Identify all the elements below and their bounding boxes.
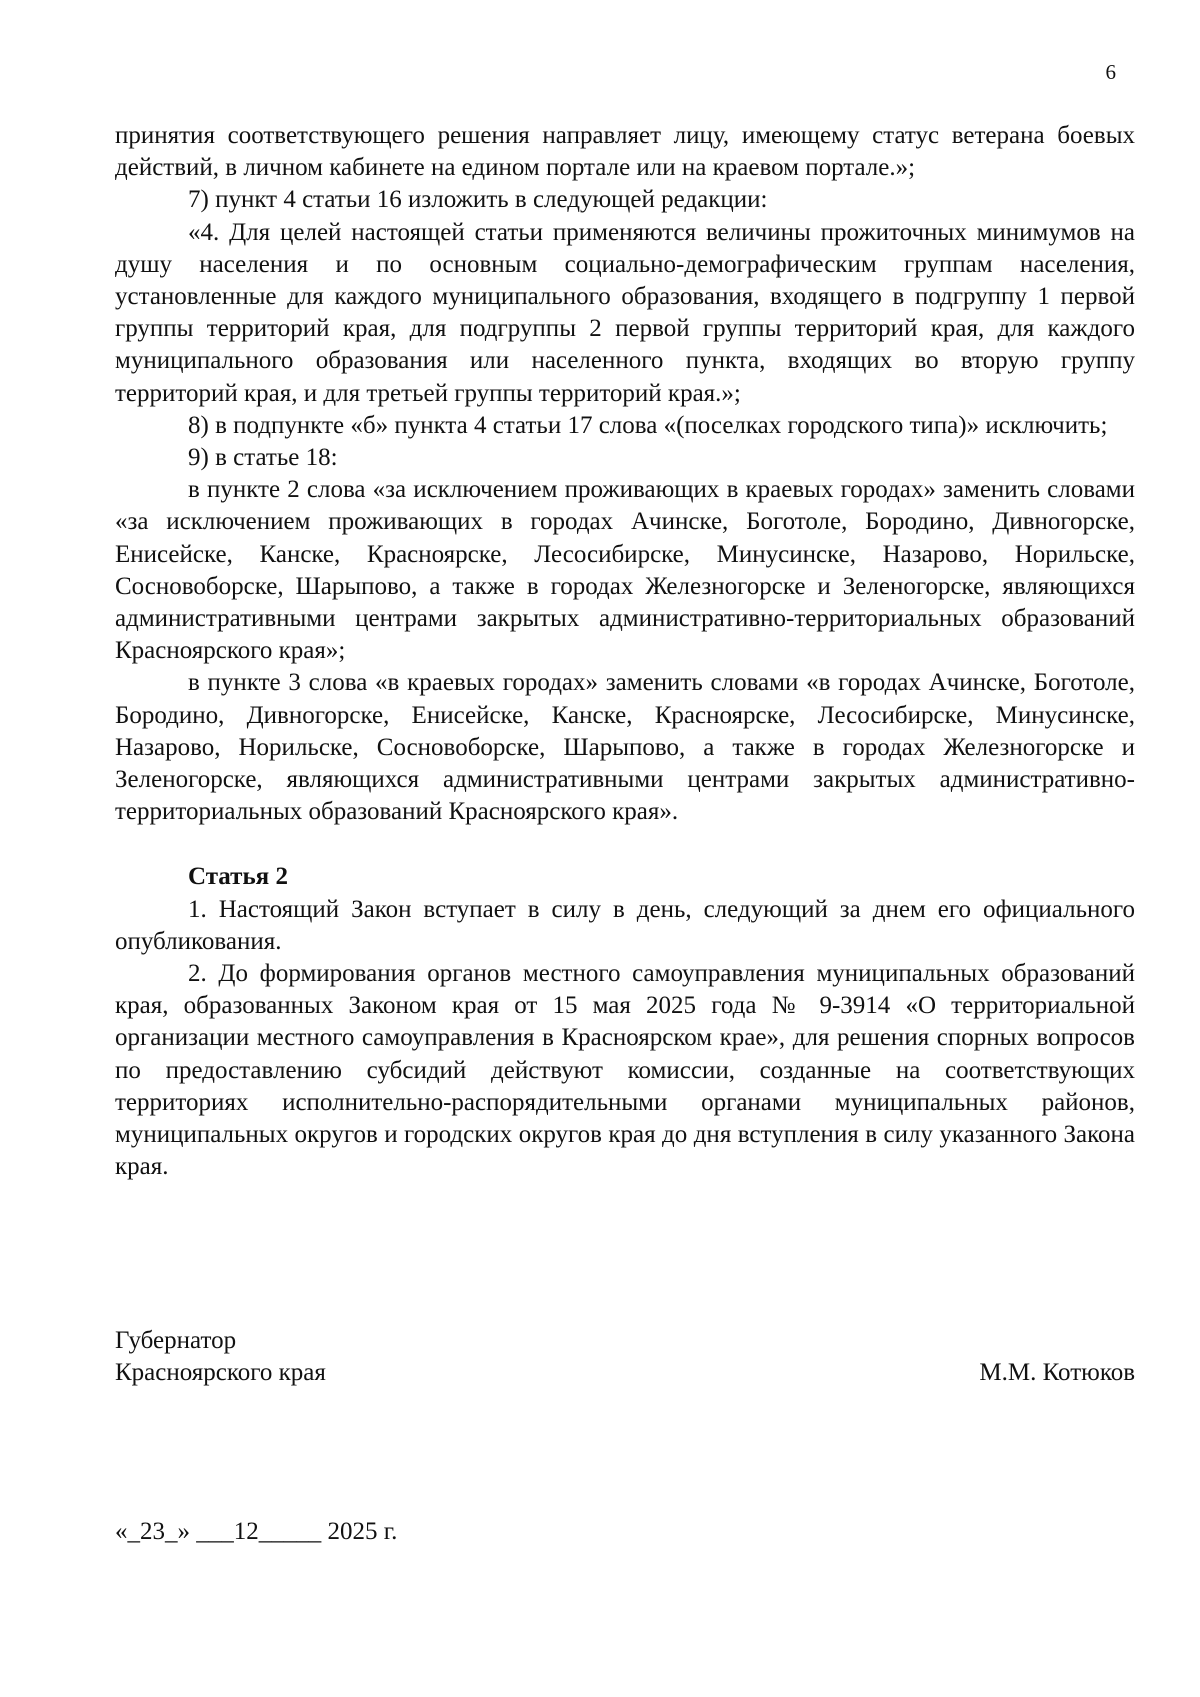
- paragraph-item-7: 7) пункт 4 статьи 16 изложить в следующей редакции:: [188, 186, 768, 214]
- signatory-name: М.М. Котюков: [979, 1359, 1135, 1386]
- signature-block: [115, 1325, 1135, 1389]
- document-body: [115, 120, 1135, 1184]
- signature-title-line-2: Красноярского края: [115, 1359, 326, 1386]
- paragraph-item-7-text: «4. Для целей настоящей статьи применяются величины прожиточных минимумов на душу населения и по основным социально-демографическим группам населения, установленные для каждого муниципального образования, входящего в подгруппу 1 первой группы территорий края, для подгруппы 2 первой группы территорий края, для каждого муниципального образования или населенного пункта, входящих во вторую группу территорий края, и для третьей группы территорий края.»;: [115, 218, 1135, 407]
- paragraph-item-9-point-2: в пункте 2 слова «за исключением проживающих в краевых городах» заменить словами «за исключением проживающих в городах Ачинске, Боготоле, Бородино, Дивногорске, Енисейске, Канске, Красноярске, Лесосибирске, Минусинске, Назарово, Норильске, Сосновоборске, Шарыпово, а также в городах Железногорске и Зеленогорске, являющихся административными центрами закрытых административно-территориальных образований Красноярского края»;: [115, 476, 1135, 665]
- signature-title-line-1: Губернатор: [115, 1327, 237, 1354]
- date-line: «_23_» ___12_____ 2025 г.: [115, 1518, 398, 1545]
- article-2-item-1: 1. Настоящий Закон вступает в силу в день, следующий за днем его официального опубликования.: [115, 895, 1135, 955]
- article-2-item-2: 2. До формирования органов местного самоуправления муниципальных образований края, образованных Законом края от 15 мая 2025 года № 9-3914 «О территориальной организации местного самоуправления в Красноярском крае», для решения спорных вопросов по предоставлению субсидий действуют комиссии, созданные на соответствующих территориях исполнительно-распорядительными органами муниципальных районов, муниципальных округов и городских округов края до дня вступления в силу указанного Закона края.: [115, 960, 1135, 1181]
- paragraph-item-8: 8) в подпункте «б» пункта 4 статьи 17 слова «(поселках городского типа)» исключить;: [188, 411, 1108, 439]
- paragraph-item-9-point-3: в пункте 3 слова «в краевых городах» заменить словами «в городах Ачинске, Боготоле, Бородино, Дивногорске, Енисейске, Канске, Красноярске, Лесосибирске, Минусинске, Назарово, Норильске, Сосновоборске, Шарыпово, а также в городах Железногорске и Зеленогорске, являющихся административными центрами закрытых административно-территориальных образований Красноярского края».: [115, 669, 1135, 826]
- article-2-heading: Статья 2: [188, 863, 288, 891]
- page-number: 6: [1105, 60, 1116, 84]
- paragraph-continuation: принятия соответствующего решения направляет лицу, имеющему статус ветерана боевых действий, в личном кабинете на едином портале или на краевом портале.»;: [115, 122, 1135, 182]
- paragraph-item-9: 9) в статье 18:: [188, 444, 338, 472]
